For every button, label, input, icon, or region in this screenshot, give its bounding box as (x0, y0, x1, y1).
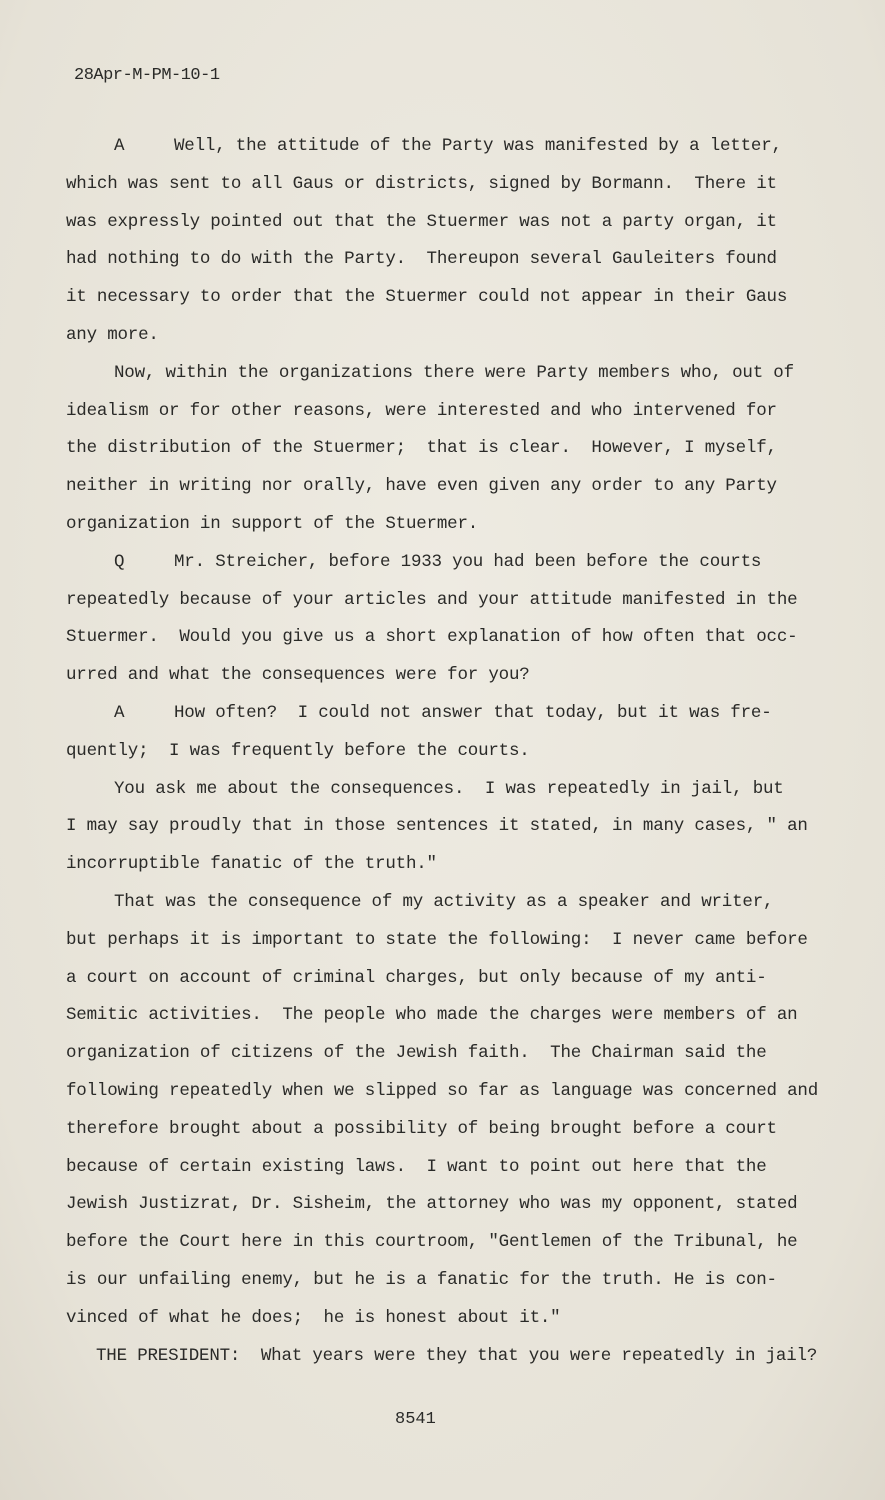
transcript-body (66, 128, 819, 1375)
line-text: Semitic activities. The people who made the charges were members of an (66, 1005, 798, 1026)
transcript-line (66, 808, 808, 846)
line-text: You ask me about the consequences. I was repeatedly in jail, but (114, 778, 784, 799)
line-text: idealism or for other reasons, were interested and who intervened for (66, 400, 777, 421)
transcript-line (66, 468, 786, 506)
line-text: therefore brought about a possibility of being brought before a court (66, 1118, 777, 1139)
transcript-line (66, 279, 786, 317)
line-text: How often? I could not answer that today, but it was fre- (174, 702, 772, 723)
transcript-line (66, 960, 786, 998)
line-text: Now, within the organizations there were Party members who, out of (114, 362, 794, 383)
transcript-line (66, 1149, 786, 1187)
page-number: 8541 (395, 1410, 436, 1429)
transcript-line (66, 922, 808, 960)
transcript-line (66, 355, 794, 393)
line-text: vinced of what he does; he is honest about it." (66, 1307, 561, 1328)
transcript-line (66, 771, 786, 809)
line-text: but perhaps it is important to state the following: I never came before (66, 929, 808, 950)
line-text: repeatedly because of your articles and your attitude manifested in the (66, 589, 798, 610)
line-text: any more. (66, 324, 159, 345)
transcript-line (66, 430, 786, 468)
transcript-line (66, 582, 798, 620)
line-text: urred and what the consequences were for you? (66, 665, 530, 686)
transcript-line (66, 1300, 786, 1338)
line-text: incorruptible fanatic of the truth." (66, 854, 437, 875)
line-text: was expressly pointed out that the Stuermer was not a party organ, it (66, 211, 777, 232)
line-text: Well, the attitude of the Party was manifested by a letter, (174, 136, 782, 156)
line-text: had nothing to do with the Party. Thereupon several Gauleiters found (66, 249, 777, 270)
transcript-line (66, 1035, 786, 1073)
transcript-line (66, 204, 786, 242)
line-text: a court on account of criminal charges, but only because of my anti- (66, 967, 767, 988)
transcript-line (66, 1262, 786, 1300)
transcript-line (66, 1186, 798, 1224)
line-text: Stuermer. Would you give us a short explanation of how often that occ- (66, 627, 798, 648)
transcript-line (66, 997, 798, 1035)
line-text: I may say proudly that in those sentences it stated, in many cases, " an (66, 816, 808, 837)
line-text: before the Court here in this courtroom, "Gentlemen of the Tribunal, he (66, 1232, 798, 1253)
line-text: quently; I was frequently before the courts. (66, 740, 530, 761)
transcript-line (66, 733, 786, 771)
speaker-label: Q (114, 551, 125, 572)
line-text: which was sent to all Gaus or districts, signed by Bormann. There it (66, 173, 777, 194)
transcript-line (66, 317, 786, 355)
transcript-line (66, 241, 786, 279)
transcript-line (66, 1338, 818, 1376)
line-text: neither in writing nor orally, have even given any order to any Party (66, 476, 777, 497)
transcript-line (66, 1111, 786, 1149)
transcript-line (66, 846, 786, 884)
transcript-line (66, 506, 786, 544)
line-text: following repeatedly when we slipped so far as language was concerned and (66, 1080, 819, 1101)
transcript-line (66, 1073, 819, 1111)
transcript-line (66, 619, 798, 657)
line-text: Mr. Streicher, before 1933 you had been before the courts (174, 551, 762, 572)
speaker-label: A (114, 702, 125, 723)
line-text: it necessary to order that the Stuermer could not appear in their Gaus (66, 287, 788, 308)
line-text: organization of citizens of the Jewish faith. The Chairman said the (66, 1043, 767, 1064)
line-text: organization in support of the Stuermer. (66, 513, 479, 534)
document-reference: 28Apr-M-PM-10-1 (74, 66, 220, 85)
line-text: Jewish Justizrat, Dr. Sisheim, the attorney who was my opponent, stated (66, 1194, 798, 1215)
transcript-line (66, 544, 786, 582)
transcript-line (66, 128, 786, 166)
line-text: is our unfailing enemy, but he is a fanatic for the truth. He is con- (66, 1269, 777, 1290)
line-text: That was the consequence of my activity as a speaker and writer, (114, 891, 774, 912)
transcript-line (66, 695, 786, 733)
speaker-label: A (114, 136, 125, 156)
transcript-line (66, 657, 786, 695)
line-text: because of certain existing laws. I want to point out here that the (66, 1156, 767, 1177)
speaker-label: THE PRESIDENT: (96, 1345, 241, 1366)
transcript-line (66, 884, 786, 922)
line-text: What years were they that you were repeatedly in jail? (260, 1345, 818, 1366)
transcript-line (66, 166, 786, 204)
transcript-line (66, 1224, 798, 1262)
line-text: the distribution of the Stuermer; that is clear. However, I myself, (66, 438, 777, 459)
transcript-line (66, 393, 786, 431)
